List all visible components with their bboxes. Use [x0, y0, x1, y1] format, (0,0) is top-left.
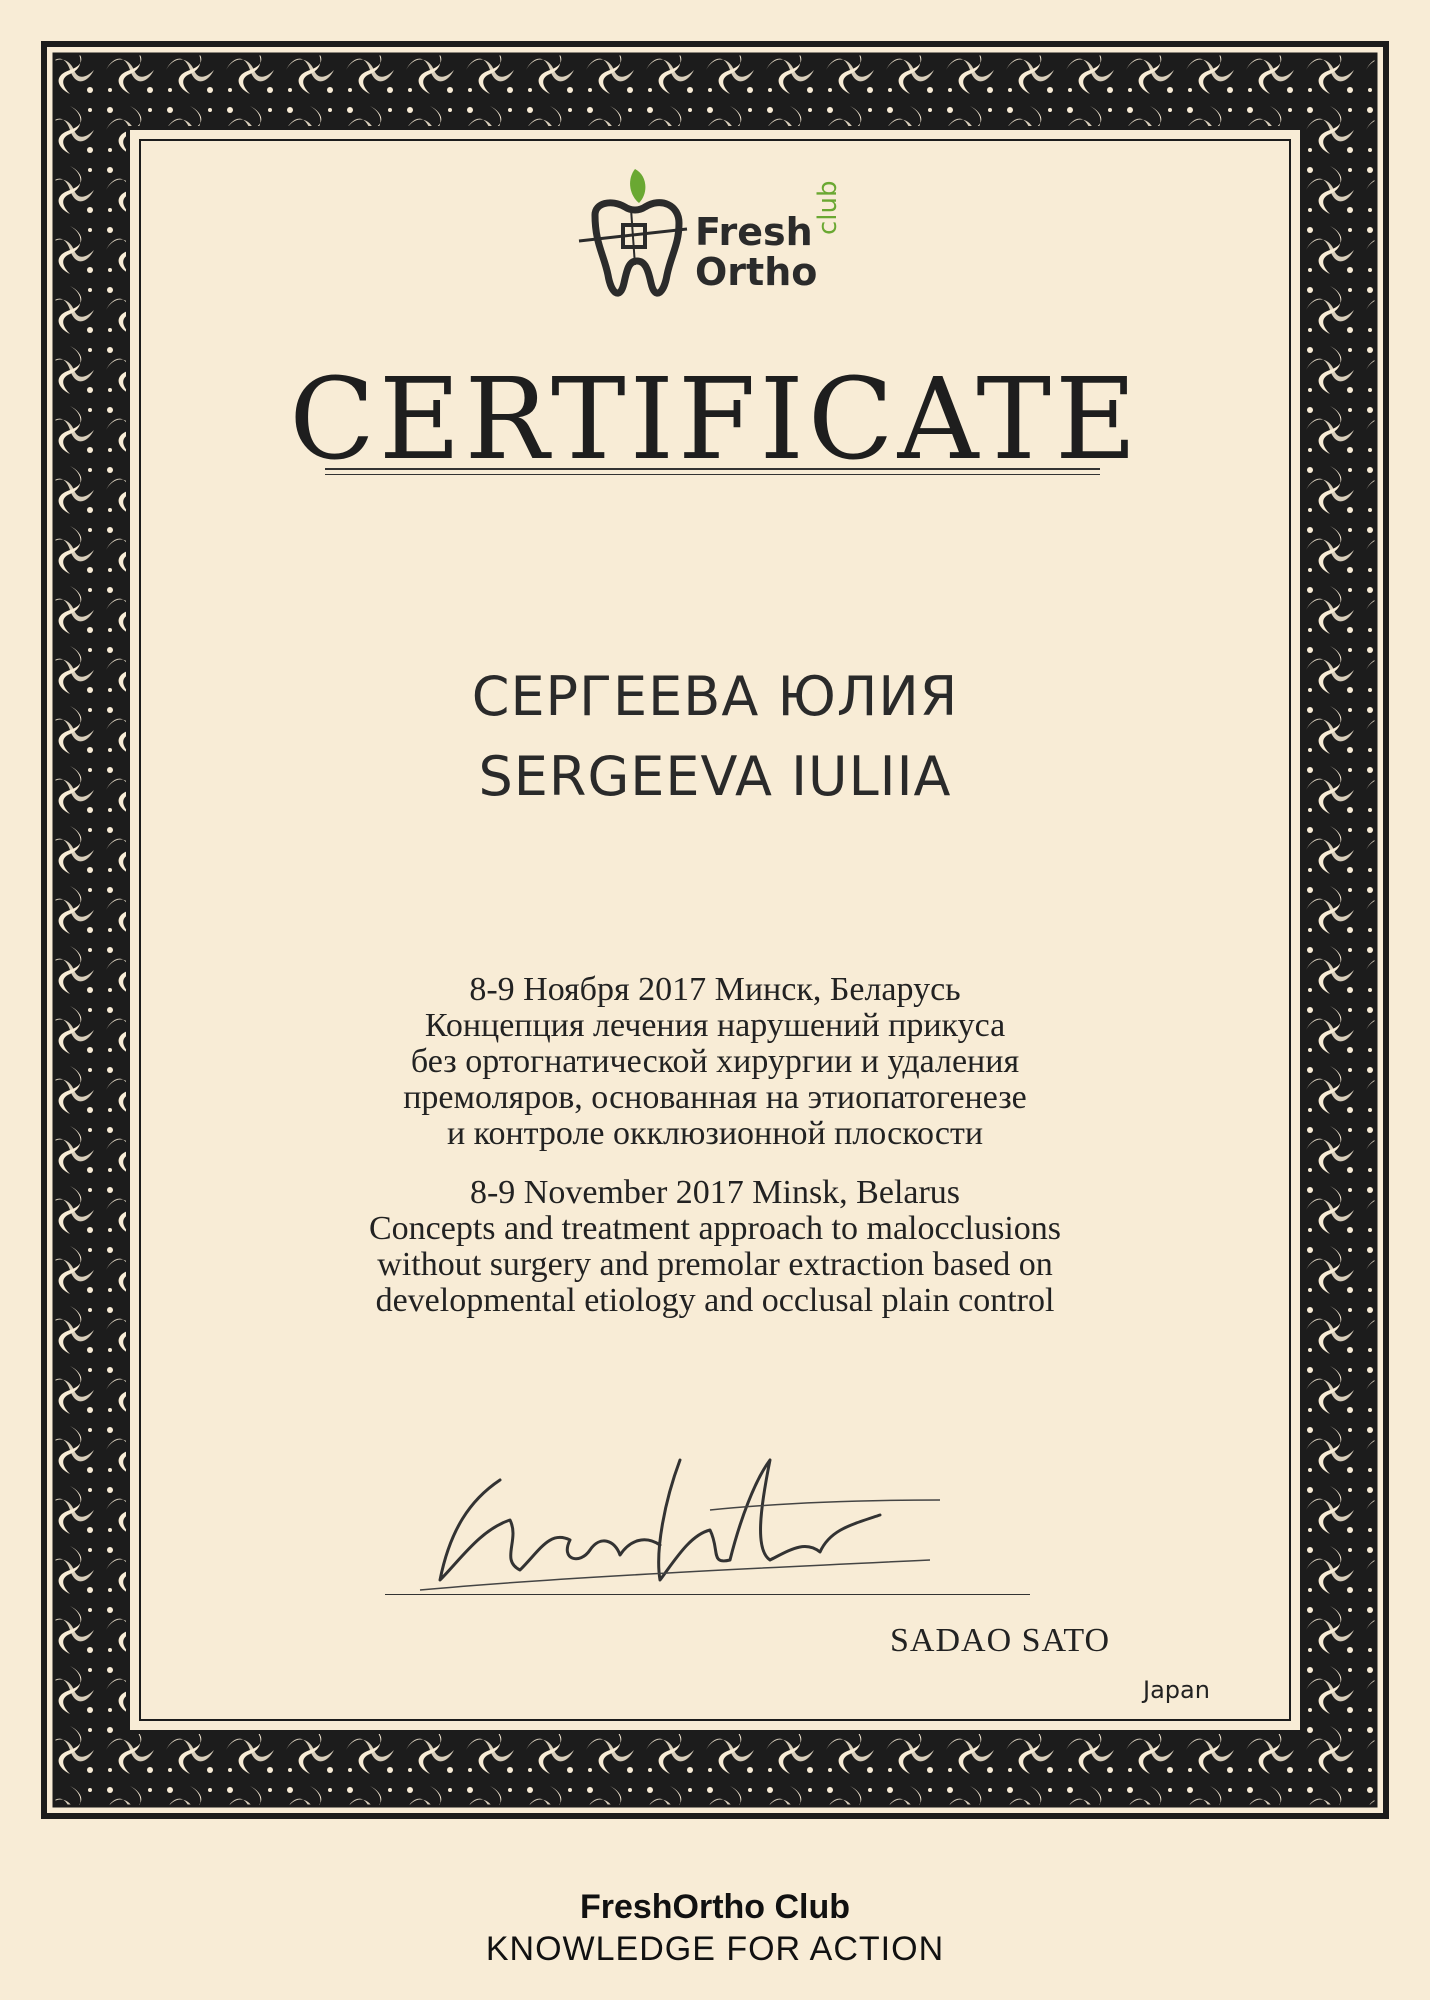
- course-description-ru: [0, 972, 1430, 1152]
- title-underline: [325, 468, 1100, 470]
- footer-club-name: FreshOrtho Club: [579, 1888, 851, 1926]
- course-ru-line: без ортогнатической хирургии и удаления: [410, 1043, 1020, 1080]
- tooth-with-leaf-icon: [575, 165, 695, 315]
- course-en-line: developmental etiology and occlusal plain control: [375, 1282, 1055, 1319]
- fresh-ortho-logo: [575, 165, 865, 315]
- handwritten-signature: [410, 1440, 950, 1610]
- course-ru-line: Концепция лечения нарушений прикуса: [424, 1007, 1006, 1044]
- course-ru-line: и контроле окклюзионной плоскости: [446, 1115, 984, 1152]
- certificate-title: CERTIFICATE: [289, 355, 1141, 485]
- title-underline-thin: [325, 474, 1100, 475]
- course-en-line: Concepts and treatment approach to malocclusions: [368, 1210, 1062, 1247]
- logo-text-fresh: Fresh: [695, 210, 813, 254]
- signer-name: SADAO SATO: [890, 1622, 1111, 1659]
- footer-tagline: KNOWLEDGE FOR ACTION: [485, 1930, 945, 1968]
- course-ru-line: 8-9 Ноября 2017 Минск, Беларусь: [469, 971, 961, 1008]
- signer-country: Japan: [1143, 1676, 1210, 1704]
- recipient-name-ru: СЕРГЕЕВА ЮЛИЯ: [471, 665, 959, 728]
- recipient-name-en: SERGEEVA IULIIA: [478, 745, 952, 808]
- course-ru-line: премоляров, основанная на этиопатогенезе: [403, 1079, 1027, 1116]
- course-description-en: [0, 1175, 1430, 1319]
- logo-text-ortho: Ortho: [695, 250, 818, 294]
- course-en-line: without surgery and premolar extraction based on: [377, 1246, 1053, 1283]
- course-en-line: 8-9 November 2017 Minsk, Belarus: [469, 1174, 961, 1211]
- signature-line: [385, 1594, 1030, 1595]
- logo-text-club: club: [813, 180, 843, 235]
